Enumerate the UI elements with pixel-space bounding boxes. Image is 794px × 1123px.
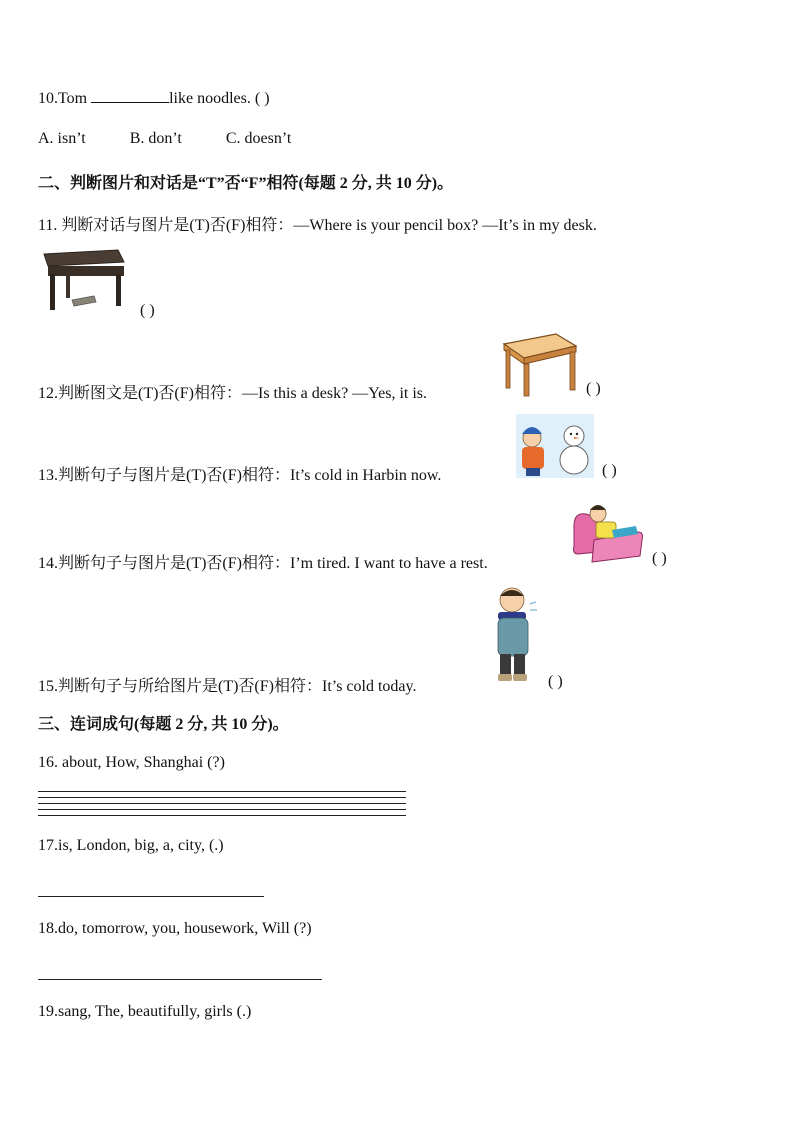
question-17: 17.is, London, big, a, city, (.) — [38, 837, 224, 854]
question-15: 15.判断句子与所给图片是(T)否(F)相符：It’s cold today. — [38, 678, 417, 695]
answer-paren[interactable]: ( ) — [140, 302, 155, 319]
answer-line[interactable] — [38, 803, 406, 804]
boy-and-snowman-picture — [516, 414, 594, 478]
answer-line[interactable] — [38, 896, 264, 897]
section-3-heading: 三、连词成句(每题 2 分, 共 10 分)。 — [38, 716, 289, 733]
question-19: 19.sang, The, beautifully, girls (.) — [38, 1003, 252, 1020]
section-2-heading: 二、判断图片和对话是“T”否“F”相符(每题 2 分, 共 10 分)。 — [38, 175, 454, 192]
answer-line[interactable] — [38, 791, 406, 792]
question-11: 11. 判断对话与图片是(T)否(F)相符：—Where is your pencil box? —It’s in my desk. — [38, 217, 597, 234]
question-18: 18.do, tomorrow, you, housework, Will (?) — [38, 920, 312, 937]
option-c[interactable]: C. doesn’t — [225, 130, 292, 147]
desk-picture — [500, 332, 578, 398]
answer-paren[interactable]: ( ) — [586, 380, 601, 397]
question-10 — [38, 88, 270, 108]
cold-man-picture — [488, 582, 540, 688]
question-14: 14.判断句子与图片是(T)否(F)相符：I’m tired. I want to have a rest. — [38, 555, 488, 572]
answer-line[interactable] — [38, 797, 406, 798]
answer-line[interactable] — [38, 815, 406, 816]
question-10-prefix: 10.Tom — [38, 90, 92, 107]
question-10-options — [38, 130, 331, 148]
answer-paren[interactable]: ( ) — [602, 462, 617, 479]
answer-paren[interactable]: ( ) — [548, 673, 563, 690]
answer-blank[interactable] — [91, 88, 169, 103]
answer-paren[interactable]: ( ) — [652, 550, 667, 567]
desk-with-pencil-box-picture — [38, 244, 126, 314]
question-12: 12.判断图文是(T)否(F)相符：—Is this a desk? —Yes, it is. — [38, 385, 428, 402]
question-10-suffix: like noodles. ( ) — [169, 90, 270, 107]
question-16: 16. about, How, Shanghai (?) — [38, 754, 225, 771]
answer-line[interactable] — [38, 809, 406, 810]
resting-on-sofa-picture — [568, 496, 644, 566]
answer-line[interactable] — [38, 979, 322, 980]
option-a[interactable]: A. isn’t — [38, 130, 86, 147]
question-13: 13.判断句子与图片是(T)否(F)相符：It’s cold in Harbin now. — [38, 467, 442, 484]
option-b[interactable]: B. don’t — [129, 130, 182, 147]
